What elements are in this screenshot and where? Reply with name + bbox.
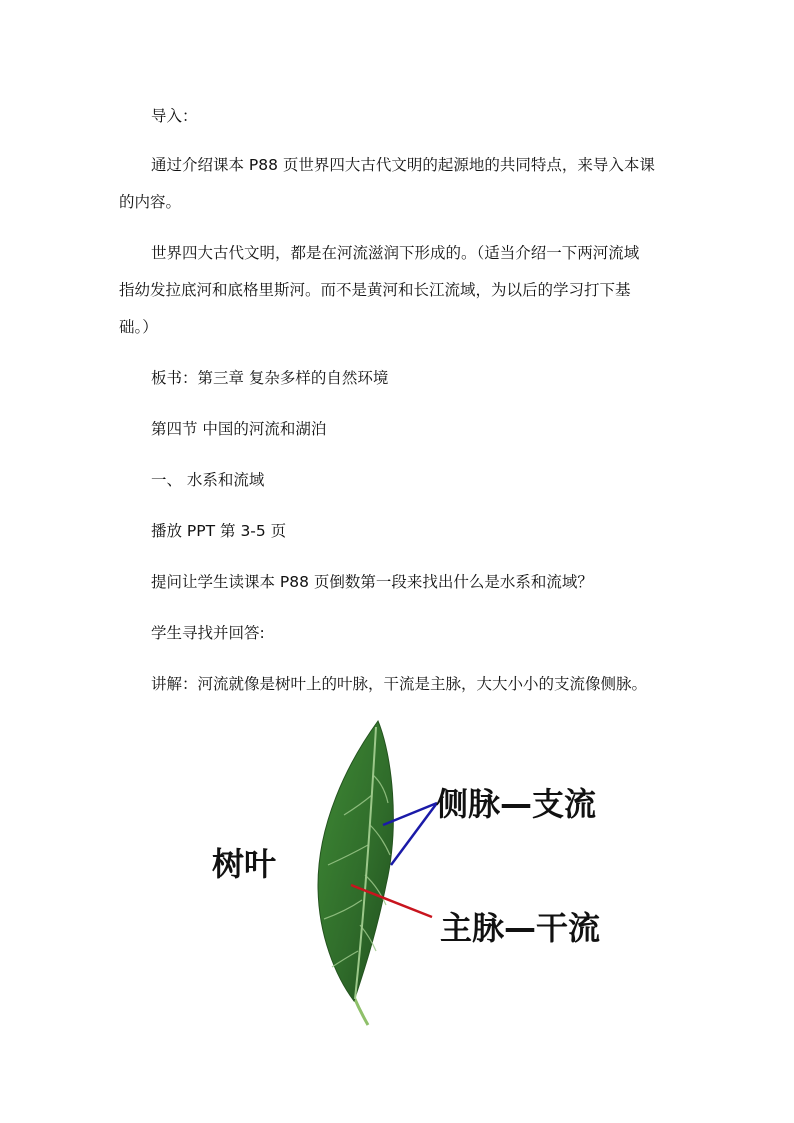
student-response: 学生寻找并回答:: [151, 624, 265, 642]
leaf-label: 树叶: [212, 845, 277, 883]
side-vein-label: 侧脉—支流: [436, 785, 597, 823]
question-text: 提问让学生读课本 P88 页倒数第一段来找出什么是水系和流域？: [151, 573, 593, 591]
ppt-note: 播放 PPT 第 3-5 页: [151, 522, 287, 540]
subsection-title: 一、 水系和流域: [151, 471, 265, 489]
blackboard-chapter: 板书：第三章 复杂多样的自然环境: [151, 369, 389, 387]
paragraph-line: 世界四大古代文明，都是在河流滋润下形成的。（适当介绍一下两河流域: [151, 244, 640, 262]
paragraph-line: 础。）: [119, 318, 158, 336]
leaf-blade: [318, 721, 393, 1001]
paragraph-line: 通过介绍课本 P88 页世界四大古代文明的起源地的共同特点，来导入本课: [151, 156, 655, 174]
intro-heading: 导入：: [151, 107, 198, 125]
paragraph-line: 指幼发拉底河和底格里斯河。而不是黄河和长江流域，为以后的学习打下基: [119, 281, 631, 299]
main-vein-label: 主脉—干流: [440, 909, 601, 947]
leaf-diagram: [200, 715, 640, 1035]
leaf-stem: [354, 997, 368, 1025]
explanation-text: 讲解：河流就像是树叶上的叶脉，干流是主脉，大大小小的支流像侧脉。: [151, 675, 648, 693]
section-title: 第四节 中国的河流和湖泊: [151, 420, 327, 438]
paragraph-line: 的内容。: [119, 193, 182, 211]
